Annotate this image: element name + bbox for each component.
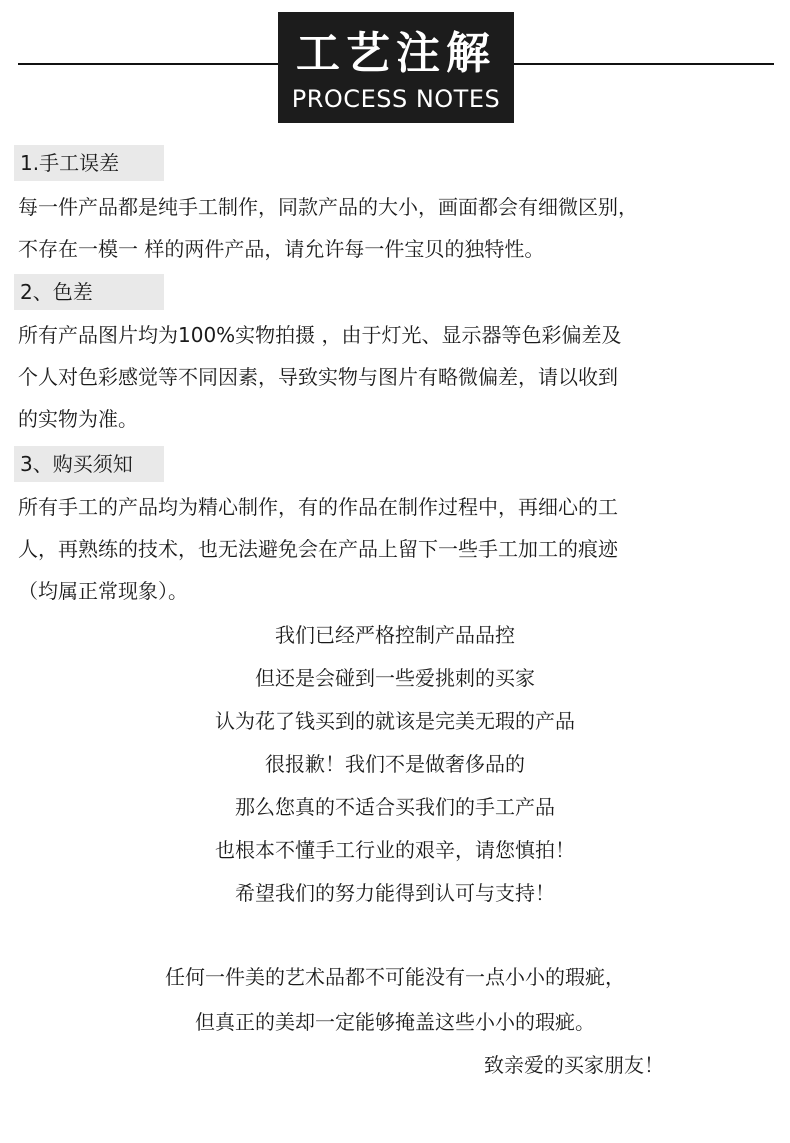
section-2-line-2: 个人对色彩感觉等不同因素，导致实物与图片有略微偏差，请以收到 <box>18 365 618 389</box>
statement-line-6: 也根本不懂手工行业的艰辛，请您慎拍！ <box>215 838 575 862</box>
statement-line-1: 我们已经严格控制产品品控 <box>275 623 515 647</box>
closing-line-1: 任何一件美的艺术品都不可能没有一点小小的瑕疵， <box>165 965 625 989</box>
section-1-line-1: 每一件产品都是纯手工制作，同款产品的大小，画面都会有细微区别， <box>18 195 638 219</box>
statement-line-7: 希望我们的努力能得到认可与支持！ <box>235 881 555 905</box>
closing-line-2: 但真正的美却一定能够掩盖这些小小的瑕疵。 <box>195 1010 595 1034</box>
section-2-line-3: 的实物为准。 <box>18 407 138 431</box>
section-2-line-1: 所有产品图片均为100%实物拍摄 ，由于灯光、显示器等色彩偏差及 <box>18 323 622 347</box>
section-label-color-difference: 2、色差 <box>14 274 164 310</box>
statement-line-5: 那么您真的不适合买我们的手工产品 <box>235 795 555 819</box>
signature: 致亲爱的买家朋友！ <box>484 1053 664 1077</box>
header-title-en: PROCESS NOTES <box>291 85 501 113</box>
section-label-purchase-notice: 3、购买须知 <box>14 446 164 482</box>
section-label-handmade-error: 1.手工误差 <box>14 145 164 181</box>
section-3-line-1: 所有手工的产品均为精心制作，有的作品在制作过程中，再细心的工 <box>18 495 618 519</box>
section-3-line-3: （均属正常现象）。 <box>18 579 188 603</box>
section-1-line-2: 不存在一模一 样的两件产品，请允许每一件宝贝的独特性。 <box>18 237 545 261</box>
statement-line-2: 但还是会碰到一些爱挑刺的买家 <box>255 666 535 690</box>
header-rule-right <box>512 63 774 65</box>
header-title-box <box>278 12 514 123</box>
header-rule-left <box>18 63 280 65</box>
statement-line-4: 很报歉！我们不是做奢侈品的 <box>265 752 525 776</box>
statement-line-3: 认为花了钱买到的就该是完美无瑕的产品 <box>215 709 575 733</box>
header-title-zh: 工艺注解 <box>296 28 496 79</box>
section-3-line-2: 人，再熟练的技术，也无法避免会在产品上留下一些手工加工的痕迹 <box>18 537 618 561</box>
